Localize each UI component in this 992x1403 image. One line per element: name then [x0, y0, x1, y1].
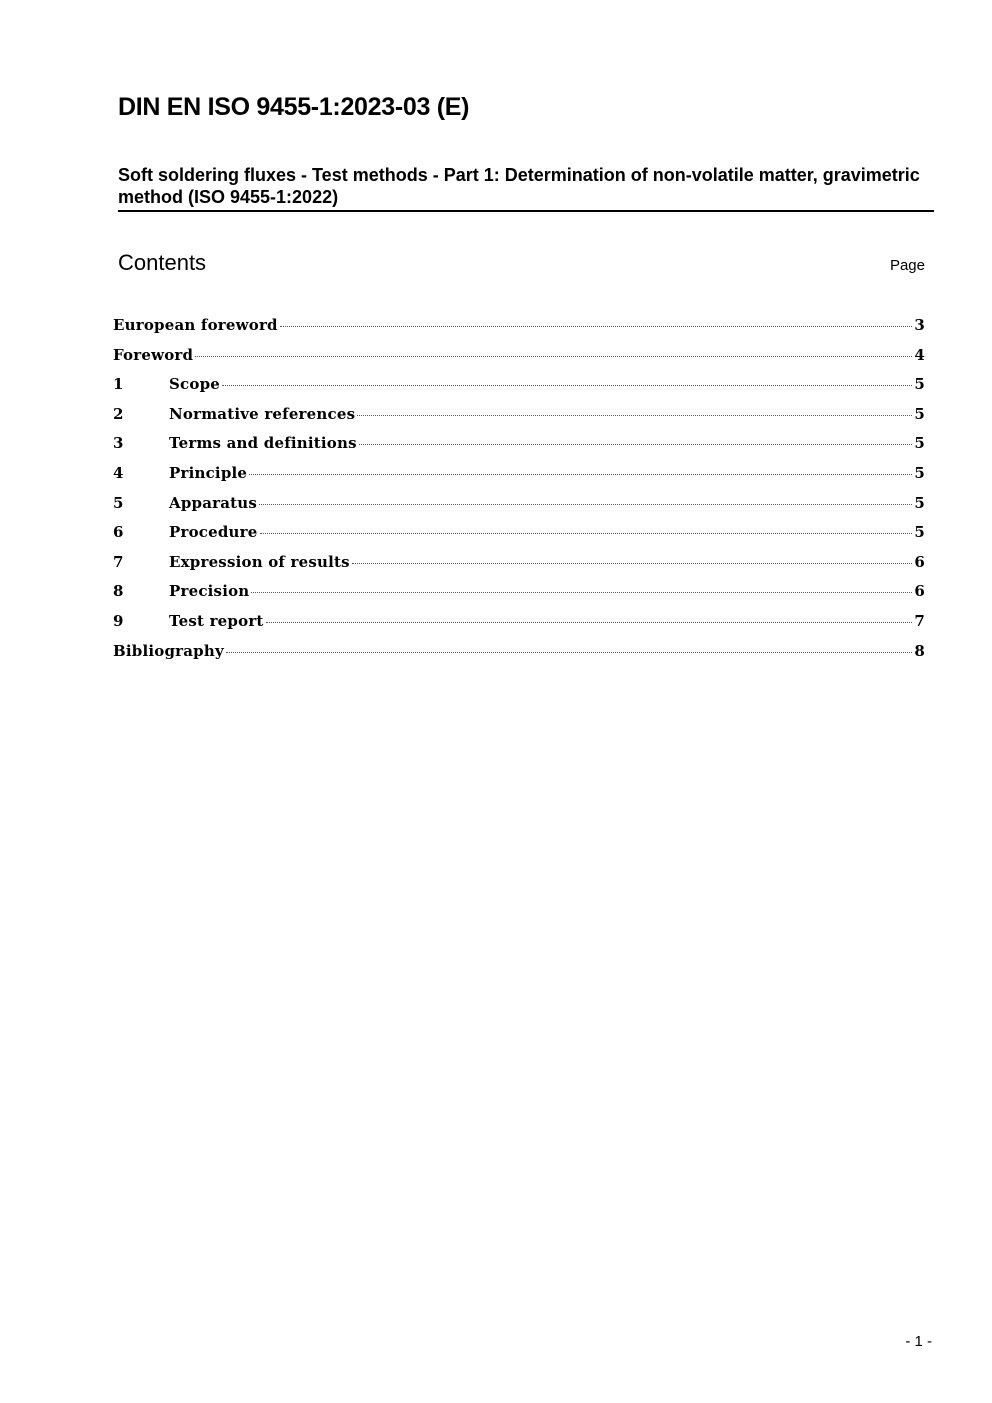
toc-entry-page: 4: [914, 345, 925, 364]
toc-entry-page: 3: [914, 316, 925, 334]
toc-entry-expression-of-results[interactable]: [113, 553, 925, 583]
toc-entry-page: 8: [914, 641, 925, 660]
toc-entry-precision[interactable]: [113, 582, 925, 612]
toc-entry-procedure[interactable]: [113, 523, 925, 553]
page-number: - 1 -: [905, 1333, 932, 1350]
toc-entry-title: Foreword: [113, 345, 194, 364]
toc-dot-leader: [280, 326, 913, 327]
toc-entry-page: 5: [914, 523, 925, 542]
toc-dot-leader: [260, 533, 913, 534]
contents-heading: Contents: [118, 250, 207, 275]
toc-entry-page: 5: [914, 493, 925, 512]
toc-entry-number: 4: [113, 463, 124, 482]
toc-entry-number: 6: [113, 523, 124, 542]
toc-entry-title: Terms and definitions: [169, 434, 357, 453]
toc-entry-principle[interactable]: [113, 464, 925, 494]
toc-entry-page: 5: [914, 375, 925, 394]
toc-entry-page: 6: [914, 582, 925, 601]
toc-entry-page: 5: [914, 404, 925, 423]
toc-entry-title: Normative references: [169, 404, 356, 423]
toc-entry-title: Precision: [169, 582, 250, 601]
toc-entry-page: 5: [914, 434, 925, 453]
toc-entry-terms-and-definitions[interactable]: [113, 434, 925, 464]
toc-entry-number: 9: [113, 611, 124, 630]
document-id: DIN EN ISO 9455-1:2023-03 (E): [118, 93, 470, 121]
toc-dot-leader: [259, 504, 912, 505]
toc-entry-page: 5: [914, 463, 925, 482]
toc-entry-title: Test report: [169, 611, 264, 630]
toc-dot-leader: [251, 592, 912, 593]
toc-dot-leader: [266, 622, 913, 623]
toc-entry-scope[interactable]: [113, 375, 925, 405]
toc-entry-title: Principle: [169, 463, 248, 482]
toc-entry-number: 8: [113, 582, 124, 601]
toc-entry-page: 7: [914, 611, 925, 630]
toc-entry-european-foreword[interactable]: [113, 316, 925, 346]
toc-entry-number: 5: [113, 493, 124, 512]
toc-entry-foreword[interactable]: [113, 346, 925, 376]
toc-entry-number: 1: [113, 375, 124, 394]
toc-dot-leader: [195, 356, 912, 357]
toc-dot-leader: [352, 563, 913, 564]
toc-dot-leader: [222, 385, 912, 386]
toc-dot-leader: [359, 444, 913, 445]
toc-entry-number: 3: [113, 434, 124, 453]
toc-dot-leader: [357, 415, 912, 416]
toc-entry-number: 7: [113, 552, 124, 571]
toc-entry-title: European foreword: [113, 316, 278, 334]
toc-entry-title: Apparatus: [169, 493, 258, 512]
toc-entry-title: Scope: [169, 375, 221, 394]
toc-entry-test-report[interactable]: [113, 612, 925, 642]
toc-entry-number: 2: [113, 404, 124, 423]
toc-entry-apparatus[interactable]: [113, 494, 925, 524]
toc-dot-leader: [226, 652, 912, 653]
toc-entry-title: Procedure: [169, 523, 258, 542]
toc-entry-title: Expression of results: [169, 552, 350, 571]
toc-entry-bibliography[interactable]: [113, 642, 925, 672]
toc-entry-page: 6: [914, 552, 925, 571]
toc-dot-leader: [249, 474, 912, 475]
table-of-contents: [113, 316, 925, 671]
toc-entry-normative-references[interactable]: [113, 405, 925, 435]
toc-entry-title: Bibliography: [113, 641, 224, 660]
page-column-heading: Page: [889, 257, 925, 274]
document-subtitle: Soft soldering fluxes - Test methods - Part 1: Determination of non-volatile matter, gravimetric method (ISO 9455-1:2022): [118, 164, 934, 212]
